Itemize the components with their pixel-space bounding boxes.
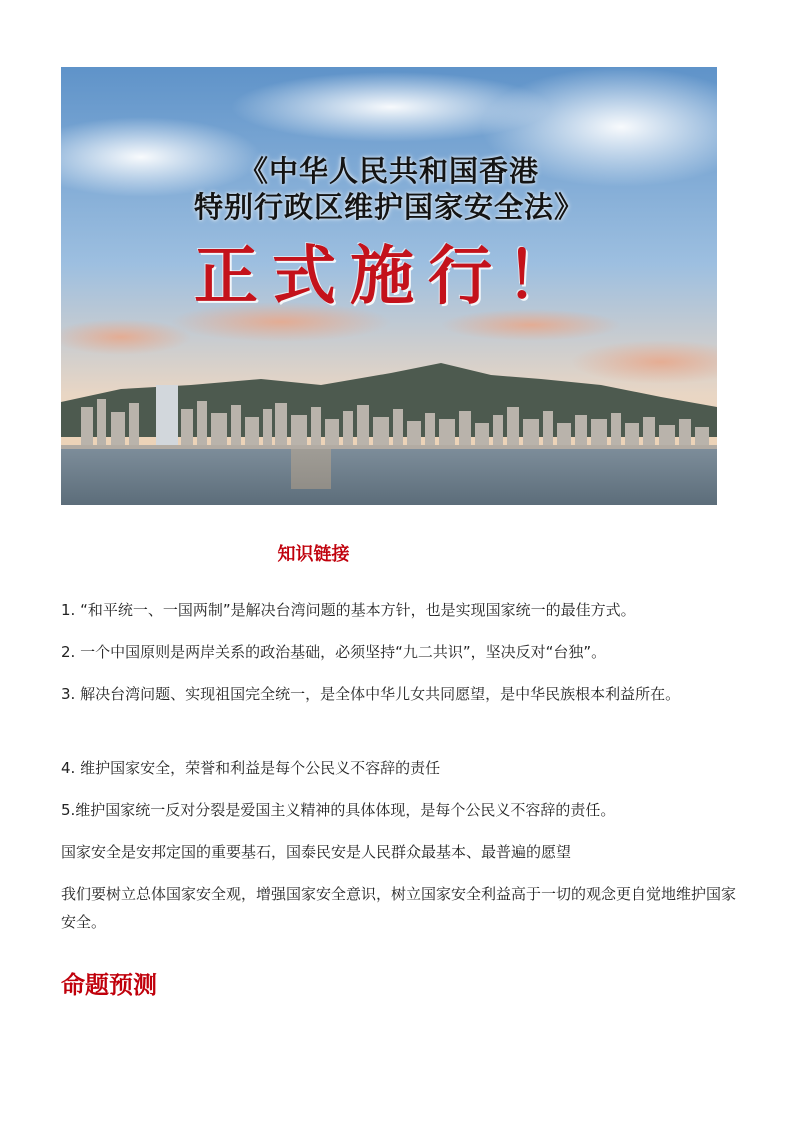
banner-headline-line2: 特别行政区维护国家安全法》 xyxy=(193,190,584,224)
knowledge-point-3: 3. 解决台湾问题、实现祖国完全统一，是全体中华儿女共同愿望，是中华民族根本利益所在。 xyxy=(61,685,681,703)
banner-headline-main: 正式施行！ xyxy=(194,239,584,314)
hong-kong-banner-image xyxy=(61,67,717,505)
knowledge-link-heading: 知识链接 xyxy=(277,544,350,565)
knowledge-point-4: 4. 维护国家安全，荣誉和利益是每个公民义不容辞的责任 xyxy=(61,759,441,777)
banner-headline-line1: 《中华人民共和国香港 xyxy=(238,154,539,188)
knowledge-point-1: 1. “和平统一、一国两制”是解决台湾问题的基本方针，也是实现国家统一的最佳方式。 xyxy=(61,601,636,619)
knowledge-point-2: 2. 一个中国原则是两岸关系的政治基础，必须坚持“九二共识”，坚决反对“台独”。 xyxy=(61,643,607,661)
proposition-prediction-heading: 命题预测 xyxy=(61,971,157,999)
knowledge-point-5: 5.维护国家统一反对分裂是爱国主义精神的具体体现，是每个公民义不容辞的责任。 xyxy=(61,801,616,819)
national-security-statement: 国家安全是安邦定国的重要基石，国泰民安是人民群众最基本、最普遍的愿望 xyxy=(61,843,572,861)
security-awareness-statement: 我们要树立总体国家安全观，增强国家安全意识，树立国家安全利益高于一切的观念更自觉地维护国家安全。 xyxy=(61,885,737,931)
